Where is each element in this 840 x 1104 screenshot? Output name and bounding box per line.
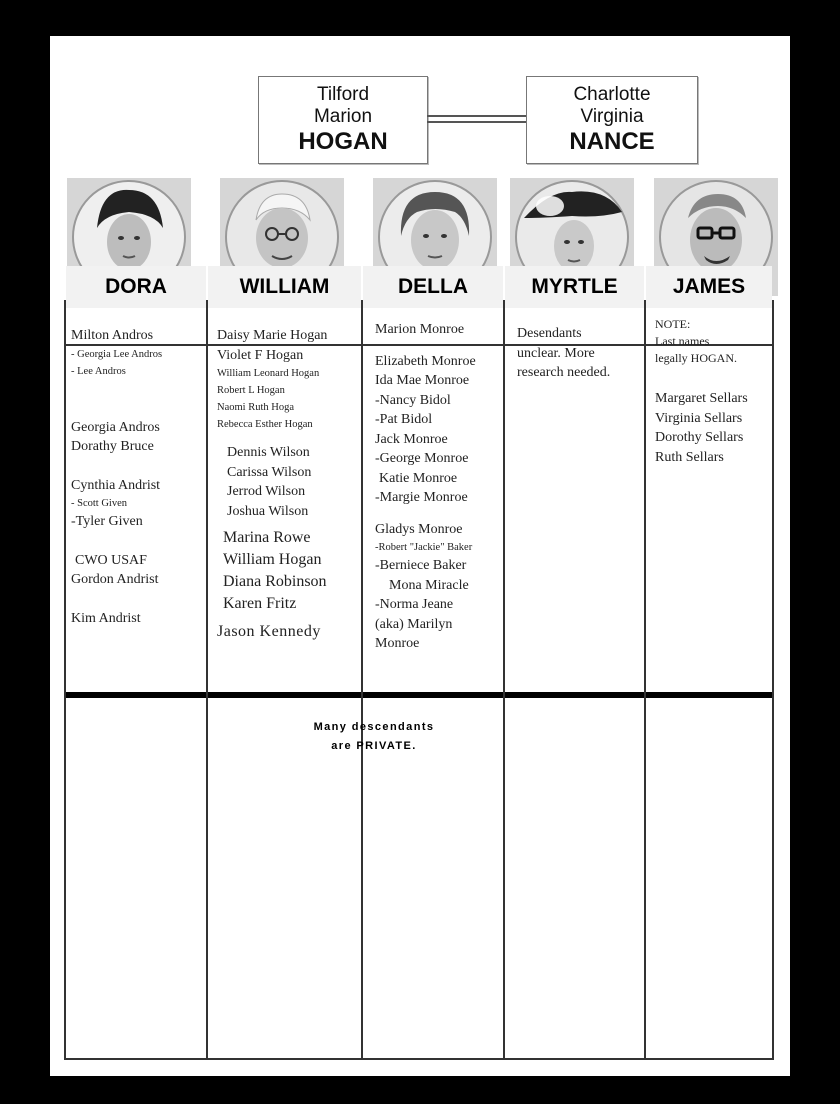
child-header-della: DELLA [363,266,503,308]
col-border-2 [361,300,363,1060]
list-item: William Leonard Hogan [217,368,320,379]
col-border-1 [206,300,208,1060]
list-item: Jason Kennedy [217,623,321,640]
list-item: Milton Andros [71,328,154,343]
list-item: Desendants [517,326,582,341]
child-header-myrtle: MYRTLE [505,266,644,308]
list-item: Naomi Ruth Hoga [217,402,294,413]
list-item: Marion Monroe [375,322,465,337]
list-item: Mona Miracle [389,577,469,593]
list-item: Monroe [375,636,420,651]
list-item: Katie Monroe [379,470,458,486]
mother-box [526,76,698,164]
list-item: Cynthia Andrist [71,477,161,493]
father-surname: HOGAN [298,128,388,155]
list-item: research needed. [517,365,611,380]
list-item: -Berniece Baker [375,558,467,573]
marriage-line-bottom [427,121,527,123]
list-item: unclear. More [517,345,595,361]
table-bottom-border [64,1058,774,1060]
list-item: Georgia Andros [71,419,160,435]
list-item: Joshua Wilson [227,503,309,519]
list-item: -Pat Bidol [375,412,433,427]
list-item: Margaret Sellars [655,391,748,406]
descendants-myrtle [517,324,610,383]
father-box [258,76,428,164]
list-item: Robert L Hogan [217,385,285,396]
list-item: - Scott Given [71,498,127,509]
list-item: Violet F Hogan [217,347,304,363]
list-item: Ruth Sellars [655,449,724,465]
list-item: -Margie Monroe [375,490,468,505]
marriage-line-top [427,115,527,117]
list-item: Ida Mae Monroe [375,373,470,388]
child-header-dora: DORA [66,266,206,308]
list-item: Carissa Wilson [227,464,312,480]
list-item: -Norma Jeane [375,597,454,612]
list-item: Last names [655,334,710,348]
list-item: -Robert "Jackie" Baker [375,542,473,553]
list-item: -Tyler Given [71,514,143,529]
col-border-4 [644,300,646,1060]
mother-middle-name: Virginia [580,106,644,127]
list-item: - Lee Andros [71,365,126,377]
list-item: Karen Fritz [223,595,297,612]
private-note-line2: are PRIVATE. [331,740,417,752]
family-tree-page [50,36,790,1076]
private-descendants-note [294,718,454,756]
list-item: Marina Rowe [223,529,311,546]
section-divider [64,692,774,698]
child-header-william: WILLIAM [208,266,361,308]
list-item: Jerrod Wilson [227,484,306,499]
col-border-0 [64,300,66,1060]
descendants-william [217,326,327,643]
child-header-james: JAMES [646,266,772,308]
father-first-name: Tilford [316,84,370,105]
descendants-dora [71,326,162,628]
descendants-james [655,316,748,467]
col-border-5 [772,300,774,1060]
father-middle-name: Marion [313,106,373,127]
mother-first-name: Charlotte [573,84,651,105]
private-note-line1: Many descendants [313,721,435,733]
list-item: William Hogan [223,551,322,568]
list-item: Dorothy Sellars [655,430,744,445]
list-item: (aka) Marilyn [375,616,453,632]
list-item: Gladys Monroe [375,521,463,537]
list-item: Virginia Sellars [655,410,743,426]
descendants-della [375,320,476,654]
list-item: Dennis Wilson [227,445,310,460]
list-item: -Nancy Bidol [375,392,451,408]
list-item: Kim Andrist [71,610,141,626]
list-item: Gordon Andrist [71,572,159,587]
list-item: - Georgia Lee Andros [71,348,163,360]
list-item: NOTE: [655,317,691,331]
list-item: Rebecca Esther Hogan [217,419,313,430]
list-item: Jack Monroe [375,431,448,447]
list-item: Daisy Marie Hogan [217,328,328,343]
list-item: Diana Robinson [223,573,327,590]
mother-surname: NANCE [569,128,655,155]
col-border-3 [503,300,505,1060]
list-item: legally HOGAN. [655,351,737,365]
list-item: Dorathy Bruce [71,439,154,454]
list-item: CWO USAF [75,552,147,568]
list-item: Elizabeth Monroe [375,353,476,369]
list-item: -George Monroe [375,451,469,466]
